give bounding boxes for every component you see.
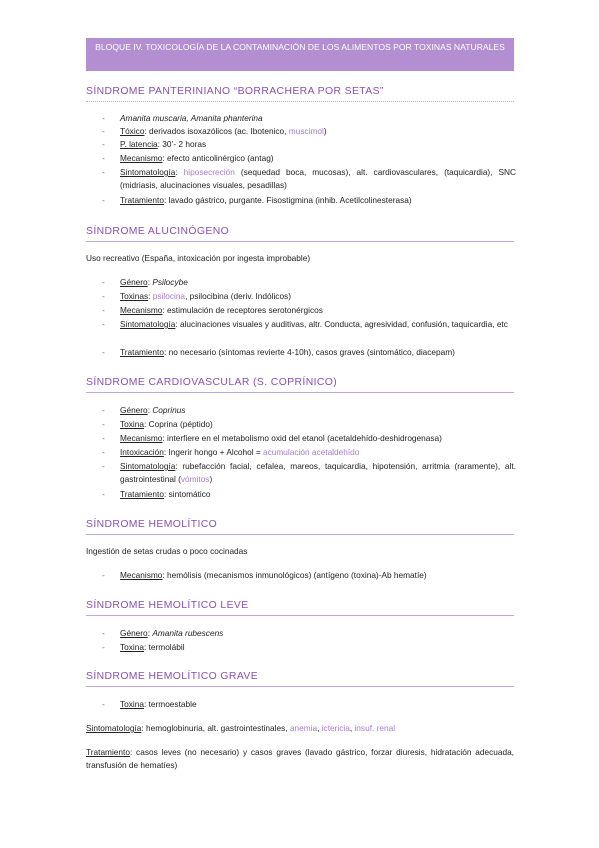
list-item: - Tratamiento: lavado gástrico, purgante. Fisostigmina (inhib. Acetilcolinesterasa) <box>102 195 412 205</box>
list-item: - Sintomatología: rubefacción facial, cefalea, mareos, taquicardia, hipotensión, arritmia (raramente), alt. gastrointestinal (vómitos) <box>102 461 516 484</box>
section-intro: Uso recreativo (España, intoxicación por ingesta improbable) <box>86 253 311 263</box>
section-title-cardiovascular: SÍNDROME CARDIOVASCULAR (S. COPRÍNICO) <box>86 377 338 388</box>
section-title-alucinogeno: SÍNDROME ALUCINÓGENO <box>86 226 230 237</box>
list-item: - Toxina: termoestable <box>102 699 197 709</box>
list-item: - Toxina: Coprina (péptido) <box>102 419 213 429</box>
list-item: - P. latencia: 30’- 2 horas <box>102 139 207 149</box>
section-title-hemolitico-grave: SÍNDROME HEMOLÍTICO GRAVE <box>86 671 259 682</box>
paragraph-tratamiento: Tratamiento: casos leves (no necesario) y casos graves (lavado gástrico, forzar diuresis, hidratación adecuada, transfusión de hematíes) <box>86 747 514 770</box>
list-item: - Género: Psilocybe <box>102 277 188 287</box>
section-divider <box>86 392 514 393</box>
list-item: - Mecanismo: hemólisis (mecanismos inmunológicos) (antígeno (toxina)-Ab hematíe) <box>102 570 427 580</box>
section-divider <box>86 241 514 242</box>
list-item: - Mecanismo: interfiere en el metabolismo oxid del etanol (acetaldehído-deshidrogenasa) <box>102 433 442 443</box>
list-item: - Tratamiento: sintomático <box>102 489 211 499</box>
section-divider <box>86 534 514 535</box>
document-banner: BLOQUE IV. TOXICOLOGÍA DE LA CONTAMINACIÓN DE LOS ALIMENTOS POR TOXINAS NATURALES <box>86 38 514 71</box>
section-divider <box>86 101 514 102</box>
list-item: - Tratamiento: no necesario (síntomas revierte 4-10h), casos graves (sintomático, diacepam) <box>102 347 455 357</box>
section-divider <box>86 686 514 687</box>
section-title-hemolitico-leve: SÍNDROME HEMOLÍTICO LEVE <box>86 600 249 611</box>
section-title-hemolitico: SÍNDROME HEMOLÍTICO <box>86 519 218 530</box>
list-item: - Toxina: termolábil <box>102 642 185 652</box>
list-item: - Sintomatología: hiposecreción (sequedad boca, mucosas), alt. cardiovasculares, (taquicardia), SNC (midriasis, alucinaciones visuales, pesadillas) <box>102 167 516 190</box>
list-item: - Mecanismo: efecto anticolinérgico (antag) <box>102 153 274 163</box>
section-title-panteriniano: SÍNDROME PANTERINIANO “BORRACHERA POR SETAS” <box>86 86 384 97</box>
section-divider <box>86 615 514 616</box>
section-intro: Ingestión de setas crudas o poco cocinadas <box>86 546 248 556</box>
list-item: - Toxinas: psilocina, psilocibina (deriv. Indólicos) <box>102 291 291 301</box>
list-item: - Género: Coprinus <box>102 405 186 415</box>
list-item: - Mecanismo: estimulación de receptores serotonérgicos <box>102 305 323 315</box>
paragraph-sintomatologia: Sintomatología: hemoglobinuria, alt. gastrointestinales, anemia, ictericia, insuf. renal <box>86 723 396 733</box>
list-item: - Tóxico: derivados isoxazólicos (ac. Ibotenico, muscimol) <box>102 126 327 136</box>
list-item: - Intoxicación: Ingerir hongo + Alcohol = acumulación acetaldehído <box>102 447 360 457</box>
list-item: - Sintomatología: alucinaciones visuales y auditivas, altr. Conducta, agresividad, confusión, taquicardia, etc <box>102 319 508 329</box>
list-item: - Género: Amanita rubescens <box>102 628 224 638</box>
list-item: - Amanita muscaria, Amanita phanterina <box>102 113 263 123</box>
